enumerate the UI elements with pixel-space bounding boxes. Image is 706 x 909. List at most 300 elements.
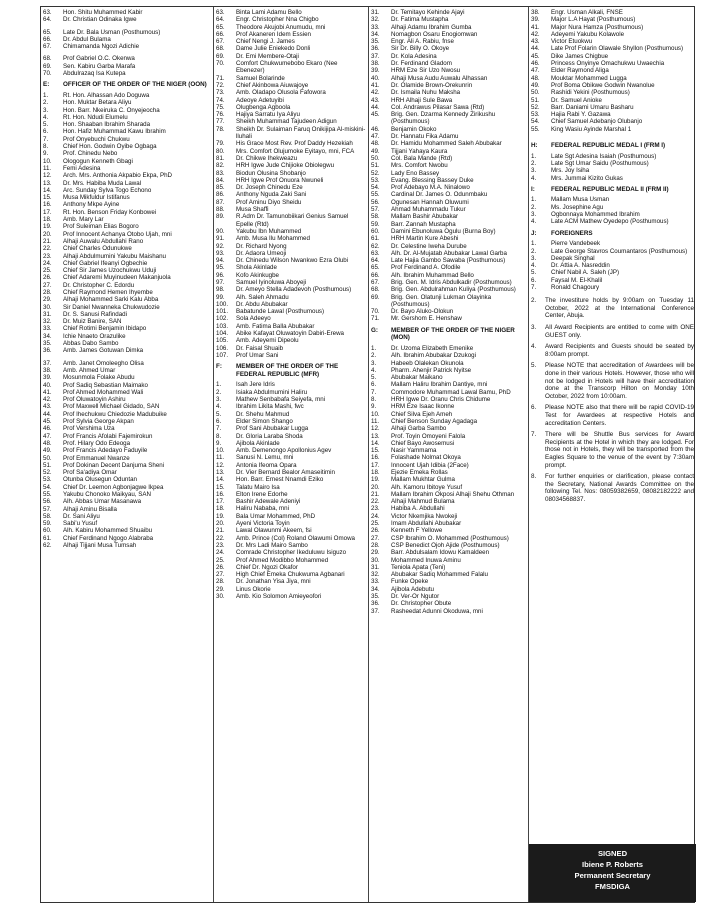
item-text: Alhaji Musa Audu Auwalu Alhassan <box>391 74 488 82</box>
item-number: 82. <box>216 162 225 170</box>
item-number: 1. <box>371 344 377 352</box>
item-text: Linus Okorie <box>236 585 271 593</box>
signature-line-4: FMSDIGA <box>594 882 630 891</box>
list-item <box>369 286 528 293</box>
item-text: Ms. Josephine Agu <box>551 203 604 211</box>
item-text: King Wasiu Ayinde Marshal 1 <box>551 125 632 133</box>
item-number: 54. <box>371 184 380 192</box>
item-number: 42. <box>531 30 540 38</box>
list-item <box>214 389 368 396</box>
item-number: 19. <box>216 512 225 520</box>
item-number: 47. <box>531 67 540 75</box>
list-item <box>41 484 213 491</box>
item-number: 30. <box>43 303 52 311</box>
item-text: Otunba Olusegun Oduntan <box>63 476 137 484</box>
item-text: Prof. Hilary Odo Edeoga <box>63 439 131 447</box>
item-text: Hajia Rabi Y. Gazawa <box>551 111 611 119</box>
item-text: Musa Mikfuldur Istifanus <box>63 194 130 202</box>
item-number: 98. <box>216 286 225 294</box>
item-number: H: <box>531 142 538 150</box>
list-item <box>529 204 696 211</box>
item-text: Prof. Chinedu Nebo <box>63 150 118 158</box>
list-item <box>214 433 368 440</box>
list-item <box>41 267 213 274</box>
item-number: 46. <box>531 60 540 68</box>
item-number: 2. <box>531 203 537 211</box>
item-text: Prof Sylvia George Akpan <box>63 418 134 426</box>
item-text: Adeyemi Yakubu Kolawole <box>551 30 625 38</box>
item-number: 63. <box>216 9 225 16</box>
item-number: 45. <box>43 418 52 426</box>
item-text: Amb. Kio Solomon Amieyeofori <box>236 593 322 601</box>
list-item <box>214 279 368 286</box>
item-number: 2. <box>531 247 537 255</box>
list-item <box>214 520 368 527</box>
item-text: Rt. Hon. Ndudi Elumelu <box>63 113 128 121</box>
item-text: Alh. Abbas Umar Masanawa <box>63 498 142 506</box>
list-item <box>41 491 213 498</box>
list-item <box>369 170 528 177</box>
item-number: 107. <box>216 351 229 359</box>
list-item <box>214 337 368 344</box>
section-heading <box>529 186 696 194</box>
item-number: 17. <box>43 208 52 216</box>
item-number: 34. <box>371 585 380 593</box>
item-number: 92. <box>216 242 225 250</box>
list-item <box>369 513 528 520</box>
section-heading <box>529 230 696 238</box>
item-number: 29. <box>43 296 52 304</box>
list-item <box>214 140 368 147</box>
list-item <box>41 498 213 505</box>
list-item <box>214 440 368 447</box>
item-text: Engr. Christopher Nna Chigbo <box>236 16 319 24</box>
item-text: Alh. Kabiru Mohammed Shuaibu <box>63 527 153 535</box>
list-item <box>369 140 528 147</box>
list-item <box>369 89 528 96</box>
item-number: 20. <box>371 483 380 491</box>
list-item <box>214 308 368 315</box>
item-text: Alhaji Mohammed Sarki Kalu Abba <box>63 296 159 304</box>
item-number: 106. <box>216 344 229 352</box>
item-text: Hon. Muktar Betara Aliyu <box>63 99 132 107</box>
list-item <box>41 194 213 201</box>
list-item <box>41 296 213 303</box>
item-text: Chimamanda Ngozi Adichie <box>63 43 140 51</box>
item-number: 27. <box>43 281 52 289</box>
item-number: 16. <box>216 490 225 498</box>
note-item <box>529 324 696 339</box>
item-number: 35. <box>371 593 380 601</box>
item-text: Major Nura Hamza (Posthumous) <box>551 23 644 31</box>
list-item <box>41 520 213 527</box>
item-text: Prof Aminu Diyo Sheidu <box>236 198 302 206</box>
list-item <box>529 89 696 96</box>
section-title: FEDERAL REPUBLIC MEDAL I (FRM I) <box>551 142 666 150</box>
list-item <box>214 462 368 469</box>
list-item <box>529 277 696 284</box>
item-text: Pharm. Ahenjir Patrick Nyitse <box>391 366 472 374</box>
item-text: Amb. Fatima Balla Abubakar <box>236 322 315 330</box>
list-item <box>369 418 528 425</box>
item-number: 46. <box>371 125 380 133</box>
item-number: 21. <box>216 527 225 535</box>
item-number: 26. <box>43 274 52 282</box>
item-text: Amb. Musa Ilu Mohammed <box>236 235 310 243</box>
item-number: 70. <box>216 60 225 68</box>
item-number: 61. <box>43 534 52 542</box>
item-number: 102. <box>216 315 229 323</box>
item-number: 42. <box>371 89 380 97</box>
item-text: Comfort Chukwumebobo Ekaro (Nee Ebenezer) <box>236 60 338 75</box>
list-item <box>41 396 213 403</box>
list-item <box>369 53 528 60</box>
item-text: Commodore Muhammad Lawal Bamu, PhD <box>391 388 511 396</box>
section-heading <box>41 81 213 89</box>
item-text: Dr. Muiz Banire, SAN <box>63 318 122 326</box>
item-number: 45. <box>531 52 540 60</box>
list-item <box>214 118 368 125</box>
item-number: 59. <box>371 220 380 228</box>
list-item <box>529 118 696 125</box>
item-text <box>551 133 696 138</box>
item-number: 83. <box>216 169 225 177</box>
item-text: R.Adm Dr. Tamunobiikari Genius Samuel Epelle (Rtd) <box>236 213 349 228</box>
item-number: 32. <box>371 571 380 579</box>
list-item <box>214 476 368 483</box>
note-number: 5. <box>531 362 537 370</box>
item-number: 77. <box>216 118 225 126</box>
item-text: Prof Sa'adiya Omar <box>63 469 117 477</box>
item-text: Late Sgt Umar Saidu (Posthumous) <box>551 159 649 167</box>
item-text: Chief Akinbowa Aiuwajoye <box>236 81 309 89</box>
list-item <box>214 286 368 293</box>
column-4-list <box>529 9 696 291</box>
item-number: 70. <box>371 308 380 316</box>
list-item <box>369 440 528 447</box>
item-number: 14. <box>216 476 225 484</box>
item-number: 3. <box>531 211 537 219</box>
note-item <box>529 404 696 427</box>
list-item <box>214 571 368 578</box>
list-item <box>369 520 528 527</box>
item-text: Dr. S. Sanusi Rafindadi <box>63 310 127 318</box>
item-number: 81. <box>216 154 225 162</box>
item-text: Ajibola Akinlade <box>236 439 280 447</box>
item-text: Hajiya Sarratu Iya Aliyu <box>236 111 300 119</box>
item-number: 52. <box>371 169 380 177</box>
item-number: 63. <box>43 9 52 16</box>
item-text: Amb. Demenongo Apollonius Agev <box>236 447 332 455</box>
item-text: Dike James Chigbue <box>551 52 609 60</box>
item-text: Funke Opeke <box>391 578 429 586</box>
list-item <box>214 16 368 23</box>
item-number: 9. <box>43 150 49 158</box>
list-item <box>41 143 213 150</box>
list-item <box>214 104 368 111</box>
item-number: 13. <box>43 179 52 187</box>
item-number: 55. <box>43 491 52 498</box>
list-item <box>369 272 528 279</box>
list-item <box>214 148 368 155</box>
item-text: Alhaji Garba Sambo <box>391 425 447 433</box>
item-number: 34. <box>371 30 380 38</box>
list-item <box>529 240 696 247</box>
item-text: Prof Emmanuel Nwanze <box>63 454 130 462</box>
item-text: Innocent Ujah Idibia (2Face) <box>391 461 469 469</box>
item-number: 79. <box>216 140 225 148</box>
item-text: Col. Andrawus Pilasar Sawa (Rtd) <box>391 103 485 111</box>
list-item <box>214 38 368 45</box>
item-text: Imam Abdullahi Abubakar <box>391 520 462 528</box>
list-item <box>41 238 213 245</box>
list-item <box>41 172 213 179</box>
list-item <box>41 201 213 208</box>
item-number: 17. <box>216 498 225 506</box>
list-item <box>214 505 368 512</box>
item-number: 60. <box>371 227 380 235</box>
item-text: Prof Onyebuchi Chukwu <box>63 135 130 143</box>
list-item <box>369 60 528 67</box>
item-text: Dr. Shehu Mahmud <box>236 410 290 418</box>
list-item <box>369 45 528 52</box>
list-item <box>529 196 696 203</box>
item-text: Elder Simon Shango <box>236 417 293 425</box>
item-number: 90. <box>216 227 225 235</box>
item-number: 23. <box>43 252 52 260</box>
item-text: Chief Bayo Awosemusi <box>391 439 455 447</box>
item-text: Chief Ferdinand Ngogo Alabraba <box>63 534 154 542</box>
item-number: 69. <box>371 293 380 301</box>
list-item <box>369 454 528 461</box>
item-number: 22. <box>43 245 52 253</box>
item-text: Victor Nkemjika Nwokeji <box>391 512 458 520</box>
item-number: 3. <box>531 167 537 175</box>
item-number: 53. <box>43 476 52 484</box>
item-number: 93. <box>216 249 225 257</box>
item-text: Chief Silva Ejeh Ameh <box>391 410 453 418</box>
item-text: Damini Ebunoluwa Ogulu (Burna Boy) <box>391 227 496 235</box>
item-number: 67. <box>216 38 225 46</box>
list-item <box>41 187 213 194</box>
item-text: HRH Alhaji Sule Bawa <box>391 96 453 104</box>
item-number: 41. <box>371 81 380 89</box>
item-text: Late Prof Folarin Olawale Shyllon (Posthumous) <box>551 45 684 53</box>
list-item <box>41 318 213 325</box>
item-text: Samuel Iyinoluwa Aboyeji <box>236 278 307 286</box>
item-text: Amb. Janet Omoleegho Olisa <box>63 359 144 367</box>
list-item <box>41 55 213 62</box>
item-text: Ayeni Victoria Toyin <box>236 520 290 528</box>
item-number: 36. <box>43 347 52 355</box>
list-item <box>41 513 213 520</box>
item-text: Yakubu Ibn Muhammed <box>236 227 302 235</box>
list-item <box>41 304 213 311</box>
item-number: 24. <box>216 549 225 557</box>
item-number: 3. <box>371 359 377 367</box>
item-text: Dr. Ameyo Stella Adadevoh (Posthumous) <box>236 286 352 294</box>
list-item <box>41 340 213 347</box>
list-item <box>529 111 696 118</box>
item-number: 41. <box>531 23 540 31</box>
list-item <box>369 484 528 491</box>
item-text: Major L.A Hayat (Posthumous) <box>551 16 636 24</box>
item-number: 43. <box>371 96 380 104</box>
item-number: 16. <box>43 201 52 209</box>
list-item <box>369 308 528 315</box>
list-item <box>369 315 528 322</box>
note-text: The investiture holds by 9:00am on Tuesday 11 October, 2022 at the International Conference Center, Abuja. <box>545 297 694 320</box>
note-number: 7. <box>531 431 537 439</box>
list-item <box>529 24 696 31</box>
item-text: Abdulrazaq Isa Kutepa <box>63 70 126 78</box>
list-item <box>214 82 368 89</box>
item-number: 26. <box>371 527 380 535</box>
item-number: 47. <box>371 133 380 141</box>
item-number: 44. <box>43 410 52 418</box>
list-item <box>369 177 528 184</box>
list-item <box>529 60 696 67</box>
list-item <box>529 97 696 104</box>
item-number: 65. <box>216 23 225 31</box>
item-text: Dr. Chikwe Ihekweazu <box>236 154 298 162</box>
item-number: 51. <box>531 96 540 104</box>
list-item <box>369 279 528 286</box>
item-text: Prof Francis Afolabi Fajemirokun <box>63 432 153 440</box>
item-number: 40. <box>43 381 52 389</box>
item-text: Rt. Hon. Benson Friday Konbowei <box>63 208 157 216</box>
item-number: 8. <box>216 432 222 440</box>
list-item <box>41 403 213 410</box>
list-item <box>369 243 528 250</box>
list-item <box>41 9 213 16</box>
list-item <box>214 155 368 162</box>
list-item <box>369 557 528 564</box>
item-text: Dr. Gloria Laraba Shoda <box>236 432 303 440</box>
item-number: 37. <box>43 359 52 367</box>
item-number: 44. <box>531 45 540 53</box>
item-number: 2. <box>43 99 49 107</box>
item-number: 28. <box>371 541 380 549</box>
item-text: Amb. Ahmed Umar <box>63 366 116 374</box>
list-item <box>41 289 213 296</box>
item-text: Samuel Bolarinde <box>236 74 285 82</box>
list-item <box>41 389 213 396</box>
item-text: Late Dr. Bala Usman (Posthumous) <box>63 28 161 36</box>
item-number: 23. <box>371 505 380 513</box>
list-item <box>214 403 368 410</box>
item-number: 89. <box>216 213 225 221</box>
item-number: 7. <box>43 135 49 143</box>
column-2 <box>214 7 369 902</box>
item-text: Mosunmola Folake Abudu <box>63 374 135 382</box>
list-item <box>369 16 528 23</box>
item-number: 14. <box>43 186 52 194</box>
item-number: 32. <box>43 318 52 326</box>
list-item <box>369 571 528 578</box>
item-number: 5. <box>371 374 377 382</box>
list-item <box>41 114 213 121</box>
item-text: Dr. Abdu Abubakar <box>236 300 288 308</box>
note-item <box>529 473 696 503</box>
list-item <box>369 294 528 309</box>
item-number: 51. <box>371 162 380 170</box>
item-number: 2. <box>216 388 222 396</box>
list-item <box>529 126 696 133</box>
item-text: Dr. Joseph Chinedu Eze <box>236 184 303 192</box>
item-text: Dr. Sani Aliyu <box>63 512 100 520</box>
item-number: 6. <box>371 381 377 389</box>
note-number: 4. <box>531 343 537 351</box>
item-text: Chief Charles Odunukwe <box>63 245 132 253</box>
item-number: 35. <box>43 340 52 348</box>
item-number: 11. <box>216 454 225 462</box>
list-item <box>369 111 528 126</box>
item-number: 25. <box>216 556 225 564</box>
item-number: 28. <box>43 288 52 296</box>
item-number: 76. <box>216 111 225 119</box>
list-item <box>214 184 368 191</box>
item-text: Evang. Blessing Bassey Duke <box>391 176 474 184</box>
list-item <box>214 199 368 206</box>
list-item <box>214 345 368 352</box>
item-text: Barr. Abdulsalam Idowu Kamaldeen <box>391 549 490 557</box>
item-text: Sola Adeeyo <box>236 315 271 323</box>
list-item <box>369 250 528 257</box>
item-number: 52. <box>531 103 540 111</box>
item-number: 72. <box>216 81 225 89</box>
item-text: HRH Igwe Dr. Oranu Chris Chidume <box>391 396 491 404</box>
list-item <box>41 462 213 469</box>
item-text: Ogbonnaya Mohammed Ibrahim <box>551 211 640 219</box>
item-text: Arc. Sunday Sylva Togo Echono <box>63 186 152 194</box>
item-text: Abubakar Maikano <box>391 374 443 382</box>
item-text: Bashir Adewale Adeniyi <box>236 498 301 506</box>
item-number: 22. <box>371 498 380 506</box>
item-number: 46. <box>43 425 52 433</box>
item-text: Prof Akaneren Idem Essien <box>236 30 311 38</box>
item-text: Alhaji Tijjani Musa Tumsah <box>63 542 137 550</box>
list-item <box>41 223 213 230</box>
item-text: Alh. Ibrahim Muhammad Bello <box>391 271 474 279</box>
item-number: 25. <box>43 267 52 275</box>
item-number: 99. <box>216 293 225 301</box>
item-number: 9. <box>216 439 222 447</box>
list-item <box>369 184 528 191</box>
item-text: Abubakar Sadiq Mohammed Falalu <box>391 571 488 579</box>
item-text: Sheikh Dr. Sulaiman Faruq Onikijipa Al-miskini-lluhali <box>236 125 366 141</box>
item-text: Dr. Faisal Shuaib <box>236 344 284 352</box>
item-text: Ejezie Emeka Rollas <box>391 469 448 476</box>
item-number: 37. <box>371 52 380 60</box>
column-1 <box>41 7 214 902</box>
item-text: Pierre Vandebeek <box>551 240 601 248</box>
item-text: HRH Martin Kure Abeshi <box>391 235 459 243</box>
list-item <box>214 586 368 593</box>
list-item <box>41 180 213 187</box>
item-text: Chief Rotimi Benjamin Ibidapo <box>63 325 147 333</box>
list-item <box>214 9 368 16</box>
item-number: 7. <box>531 283 537 291</box>
list-item <box>529 218 696 225</box>
item-number: 3. <box>43 106 49 114</box>
item-number: 12. <box>43 172 52 180</box>
item-number: 78. <box>216 125 225 133</box>
column-4 <box>529 7 696 902</box>
item-number: 68. <box>216 45 225 53</box>
item-number: 53. <box>371 176 380 184</box>
item-number <box>531 133 551 138</box>
